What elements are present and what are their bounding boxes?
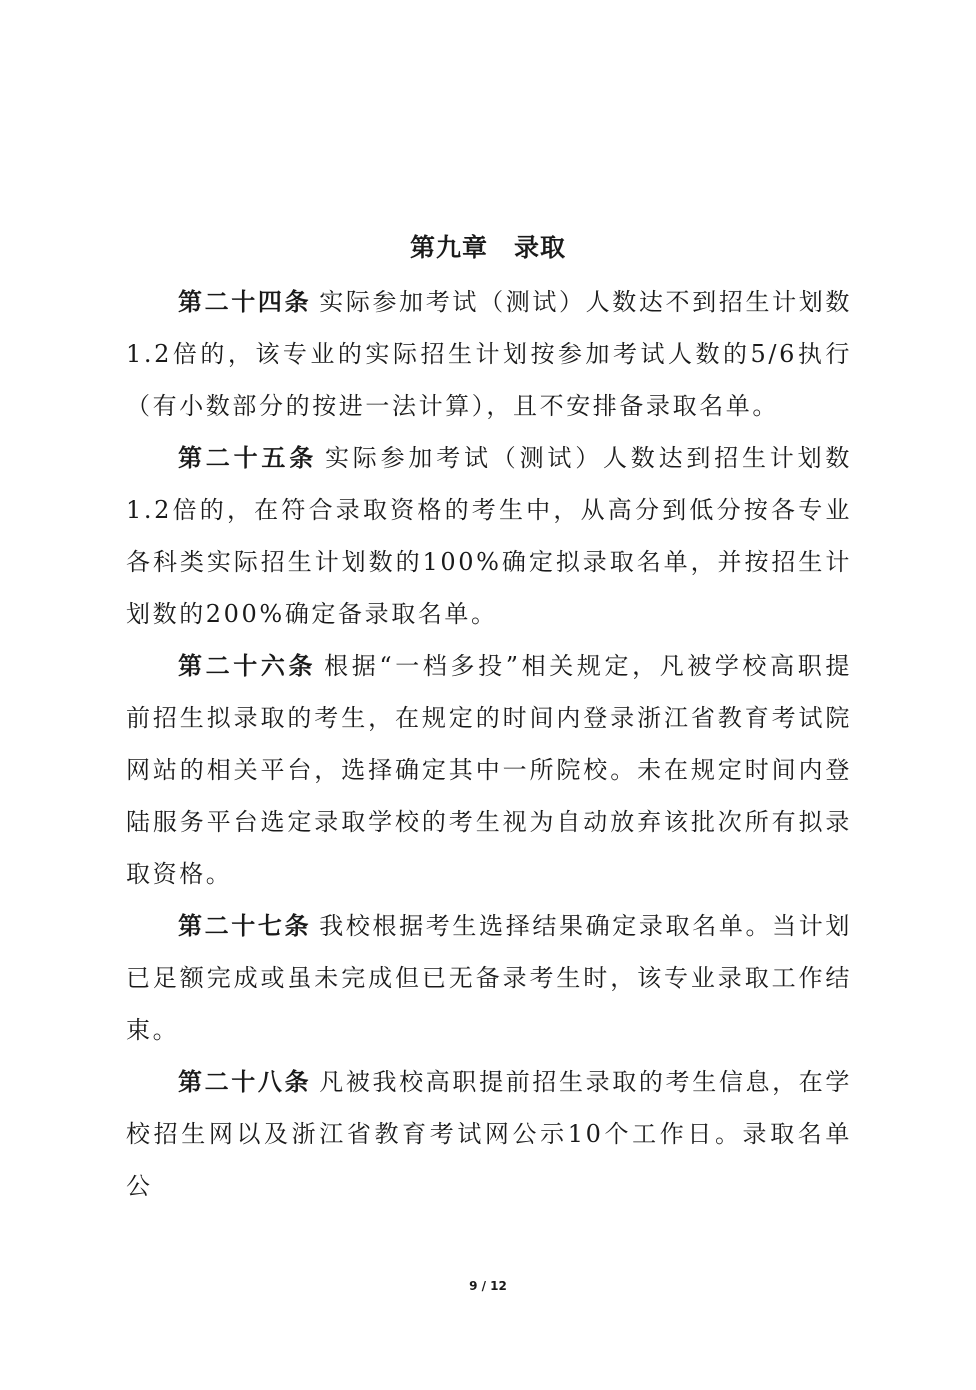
article-label: 第二十四条 <box>178 288 312 316</box>
article-text: 实际参加考试（测试）人数达不到招生计划数1.2倍的，该专业的实际招生计划按参加考试人数的5/6执行（有小数部分的按进一法计算），且不安排备录取名单。 <box>126 288 853 420</box>
document-body <box>126 276 852 1212</box>
article-text: 我校根据考生选择结果确定录取名单。当计划已足额完成或虽未完成但已无备录考生时，该专业录取工作结束。 <box>126 912 853 1044</box>
article-28 <box>126 1056 852 1212</box>
article-label: 第二十六条 <box>178 652 317 680</box>
article-26 <box>126 640 852 900</box>
page-number: 9 / 12 <box>469 1279 507 1293</box>
article-text: 凡被我校高职提前招生录取的考生信息，在学校招生网以及浙江省教育考试网公示10个工作日。录取名单公 <box>126 1068 853 1200</box>
article-text: 实际参加考试（测试）人数达到招生计划数1.2倍的，在符合录取资格的考生中，从高分到低分按各专业各科类实际招生计划数的100%确定拟录取名单，并按招生计划数的200%确定备录取名单。 <box>126 444 852 628</box>
article-text: 根据“一档多投”相关规定，凡被学校高职提前招生拟录取的考生，在规定的时间内登录浙江省教育考试院网站的相关平台，选择确定其中一所院校。未在规定时间内登陆服务平台选定录取学校的考生视为自动放弃该批次所有拟录取资格。 <box>126 652 853 888</box>
chapter-title: 第九章 录取 <box>409 233 566 262</box>
article-27 <box>126 900 852 1056</box>
article-label: 第二十八条 <box>178 1068 312 1096</box>
article-24 <box>126 276 852 432</box>
article-25 <box>126 432 852 640</box>
article-label: 第二十五条 <box>178 444 317 472</box>
article-label: 第二十七条 <box>178 912 312 940</box>
